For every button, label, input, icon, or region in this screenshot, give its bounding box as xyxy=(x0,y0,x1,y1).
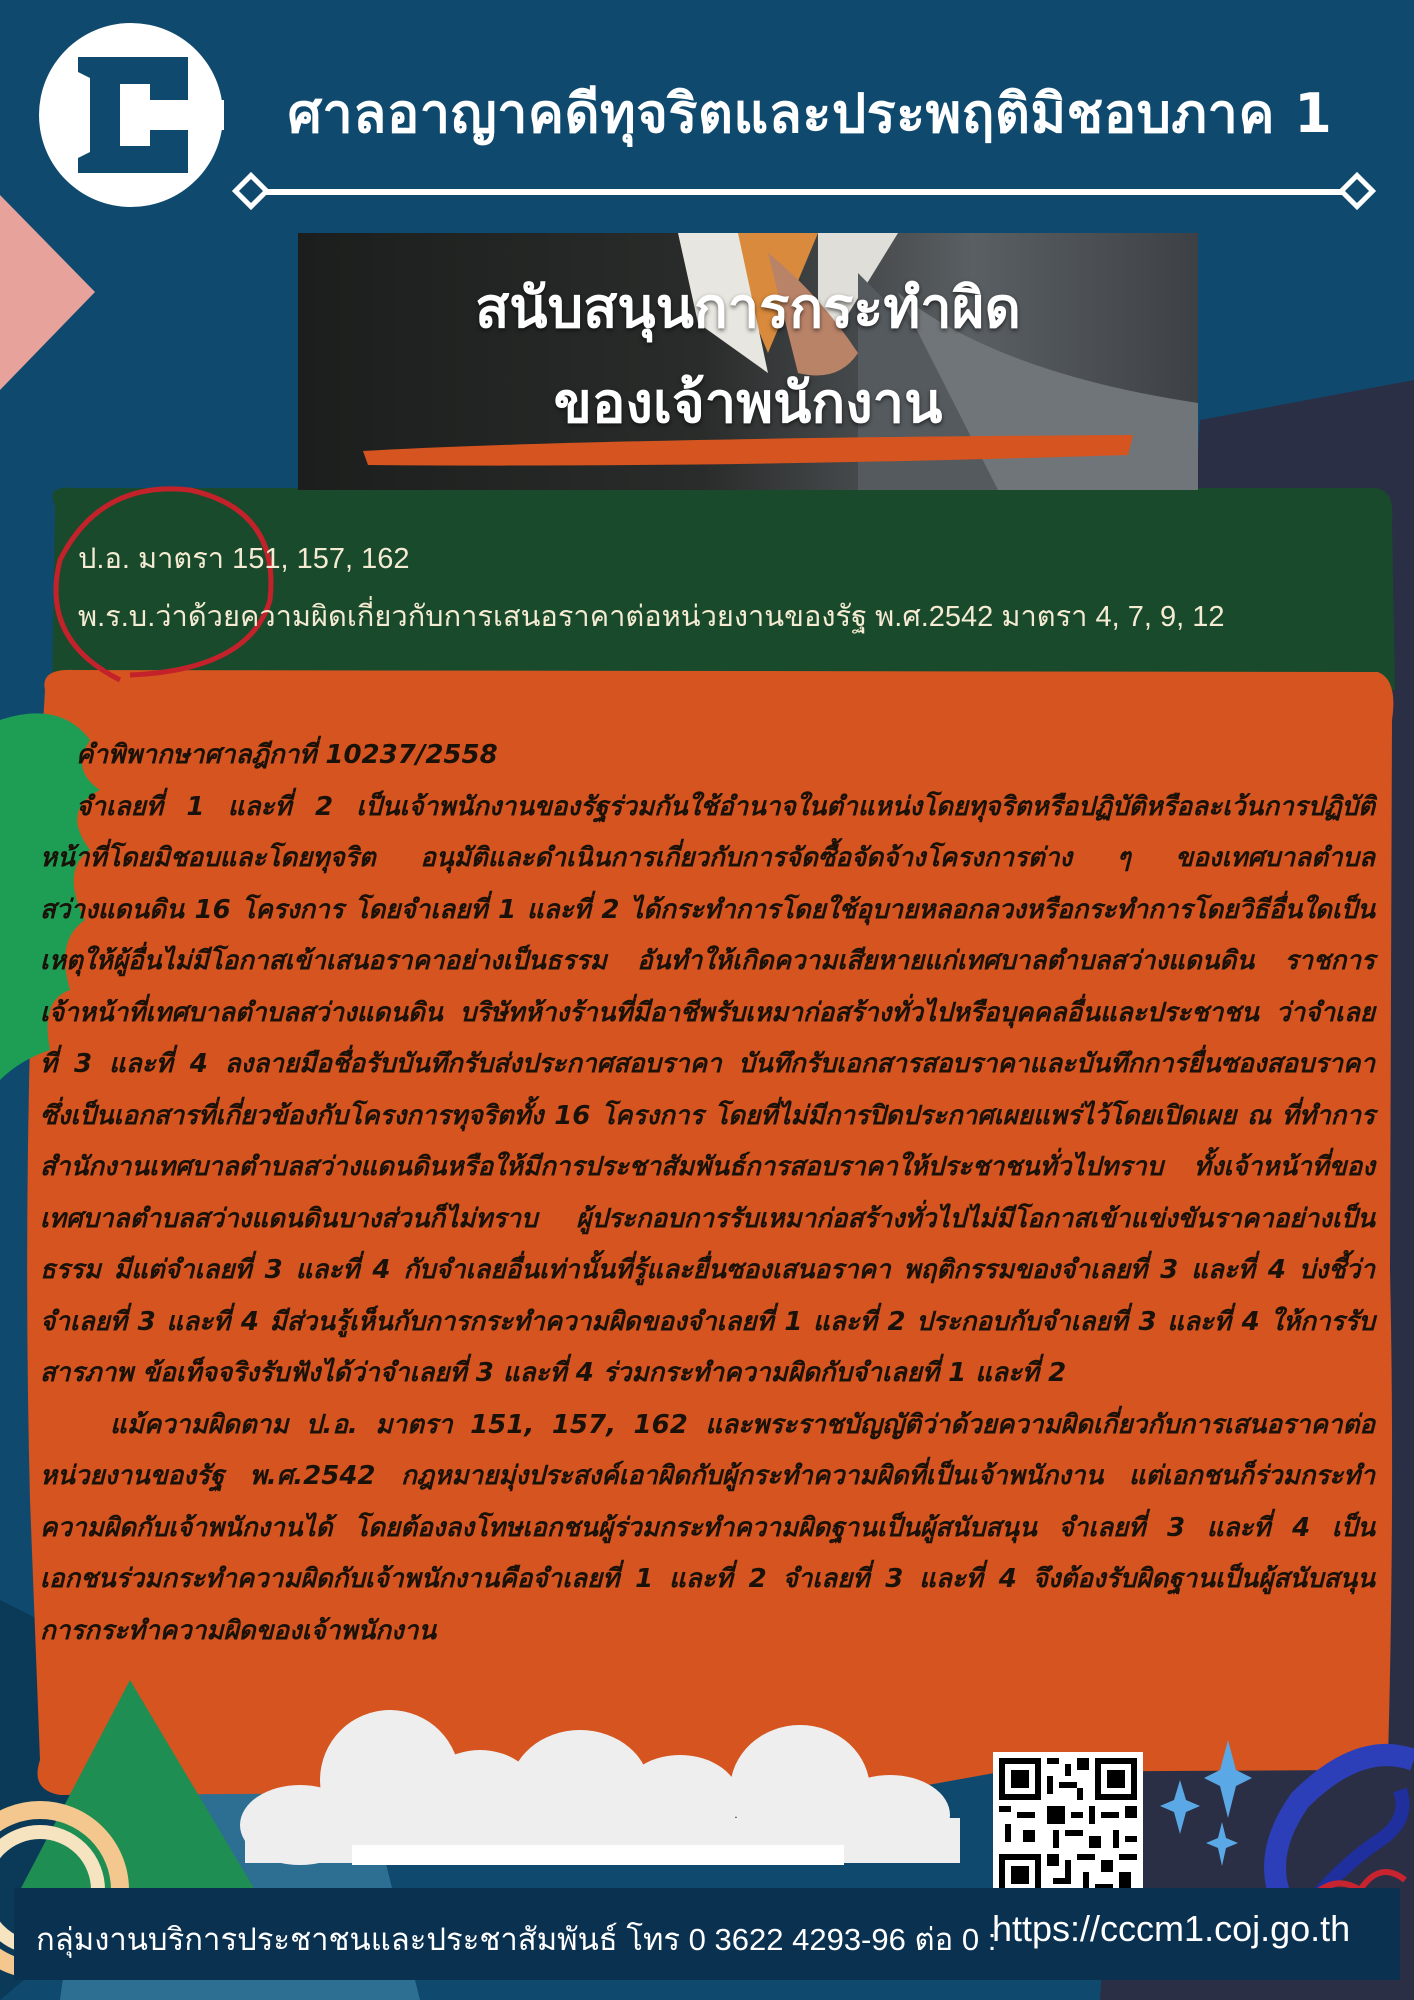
case-number: คำพิพากษาศาลฎีกาที่ 10237/2558 xyxy=(76,740,498,770)
court-title: ศาลอาญาคดีทุจริตและประพฤติมิชอบภาค 1 xyxy=(287,82,1333,145)
footer-website-link[interactable]: https://cccm1.coj.go.th xyxy=(992,1908,1351,1949)
court-logo-icon xyxy=(38,22,224,208)
hero-title-line2: ของเจ้าพนักงาน xyxy=(553,370,943,436)
law-reference-act: พ.ร.บ.ว่าด้วยความผิดเกี่ยวกับการเสนอราคาต่อหน่วยงานของรัฐ พ.ศ.2542 มาตรา 4, 7, 9, 12 xyxy=(78,601,1225,633)
judgment-content xyxy=(40,730,1375,1657)
footer-contact: กลุ่มงานบริการประชาชนและประชาสัมพันธ์ โทร 0 3622 4293-96 ต่อ 0 : xyxy=(36,1922,997,1957)
law-reference-penal-code: ป.อ. มาตรา 151, 157, 162 xyxy=(78,543,410,575)
hero-banner xyxy=(298,233,1198,490)
judgment-paragraph-1: จำเลยที่ 1 และที่ 2 เป็นเจ้าพนักงานของรัฐร่วมกันใช้อำนาจในตำแหน่งโดยทุจริตหรือปฏิบัติหรือละเว้นการปฏิบัติหน้าที่โดยมิชอบและโดยทุจริต อนุมัติและดำเนินการเกี่ยวกับการจัดซื้อจัดจ้างโครงการต่าง ๆ ของเทศบาลตำบลสว่างแดนดิน 16 โครงการ โดยจำเลยที่ 1 และที่ 2 ได้กระทำการโดยใช้อุบายหลอกลวงหรือกระทำการโดยวิธีอื่นใดเป็นเหตุให้ผู้อื่นไม่มีโอกาสเข้าเสนอราคาอย่างเป็นธรรม อันทำให้เกิดความเสียหายแก่เทศบาลตำบลสว่างแดนดิน ราชการ เจ้าหน้าที่เทศบาลตำบลสว่างแดนดิน บริษัทห้างร้านที่มีอาชีพรับเหมาก่อสร้างทั่วไปหรือบุคคลอื่นและประชาชน ว่าจำเลยที่ 3 และที่ 4 ลงลายมือชื่อรับบันทึกรับส่งประกาศสอบราคา บันทึกรับเอกสารสอบราคาและบันทึกการยื่นซองสอบราคา ซึ่งเป็นเอกสารที่เกี่ยวข้องกับโครงการทุจริตทั้ง 16 โครงการ โดยที่ไม่มีการปิดประกาศเผยแพร่ไว้โดยเปิดเผย ณ ที่ทำการสำนักงานเทศบาลตำบลสว่างแดนดินหรือให้มีการประชาสัมพันธ์การสอบราคาให้ประชาชนทั่วไปทราบ ทั้งเจ้าหน้าที่ของเทศบาลตำบลสว่างแดนดินบางส่วนก็ไม่ทราบ ผู้ประกอบการรับเหมาก่อสร้างทั่วไปไม่มีโอกาสเข้าแข่งขันราคาอย่างเป็นธรรม มีแต่จำเลยที่ 3 และที่ 4 กับจำเลยอื่นเท่านั้นที่รู้และยื่นซองเสนอราคา พฤติกรรมของจำเลยที่ 3 และที่ 4 บ่งชี้ว่าจำเลยที่ 3 และที่ 4 มีส่วนรู้เห็นกับการกระทำความผิดของจำเลยที่ 1 และที่ 2 ประกอบกับจำเลยที่ 3 และที่ 4 ให้การรับสารภาพ ข้อเท็จจริงรับฟังได้ว่าจำเลยที่ 3 และที่ 4 ร่วมกระทำความผิดกับจำเลยที่ 1 และที่ 2 xyxy=(40,791,1375,1388)
judgment-paragraph-2: แม้ความผิดตาม ป.อ. มาตรา 151, 157, 162 และพระราชบัญญัติว่าด้วยความผิดเกี่ยวกับการเสนอราคาต่อหน่วยงานของรัฐ พ.ศ.2542 กฎหมายมุ่งประสงค์เอาผิดกับผู้กระทำความผิดที่เป็นเจ้าพนักงาน แต่เอกชนก็ร่วมกระทำความผิดกับเจ้าพนักงานได้ โดยต้องลงโทษเอกชนผู้ร่วมกระทำความผิดฐานเป็นผู้สนับสนุน จำเลยที่ 3 และที่ 4 เป็นเอกชนร่วมกระทำความผิดกับเจ้าพนักงานคือจำเลยที่ 1 และที่ 2 จำเลยที่ 3 และที่ 4 จึงต้องรับผิดฐานเป็นผู้สนับสนุนการกระทำความผิดของเจ้าพนักงาน xyxy=(40,1409,1375,1646)
qr-code-icon[interactable] xyxy=(993,1752,1143,1902)
hero-title-line1: สนับสนุนการกระทำผิด xyxy=(475,275,1021,341)
